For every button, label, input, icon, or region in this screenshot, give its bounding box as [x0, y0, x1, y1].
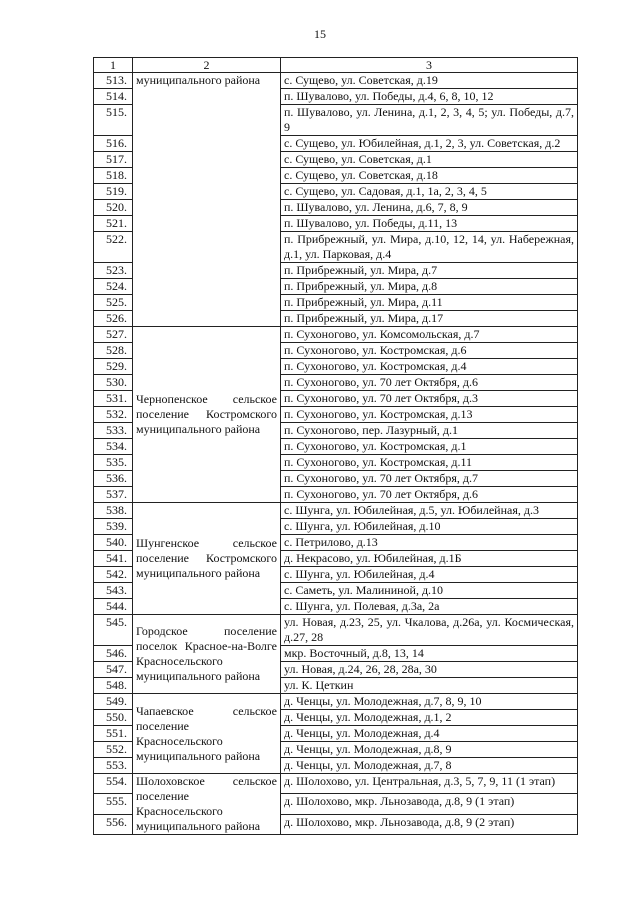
address-cell: п. Шувалово, ул. Победы, д.11, 13	[281, 216, 578, 232]
row-number: 538.	[94, 503, 133, 519]
address-cell: п. Сухоногово, ул. Комсомольская, д.7	[281, 327, 578, 343]
row-number: 522.	[94, 232, 133, 263]
address-cell: п. Сухоногово, ул. Костромская, д.6	[281, 343, 578, 359]
municipality-cell: Чапаевское сельское поселение Красносельского муниципального района	[133, 694, 281, 774]
row-number: 533.	[94, 423, 133, 439]
address-cell: д. Ченцы, ул. Молодежная, д.7, 8, 9, 10	[281, 694, 578, 710]
housing-table	[93, 57, 578, 835]
row-number: 553.	[94, 758, 133, 774]
row-number: 537.	[94, 487, 133, 503]
address-cell: п. Прибрежный, ул. Мира, д.17	[281, 311, 578, 327]
address-cell: п. Сухоногово, ул. Костромская, д.11	[281, 455, 578, 471]
address-cell: с. Шунга, ул. Юбилейная, д.5, ул. Юбилейная, д.3	[281, 503, 578, 519]
table-row	[94, 774, 578, 794]
row-number: 536.	[94, 471, 133, 487]
row-number: 548.	[94, 678, 133, 694]
address-cell: п. Шувалово, ул. Ленина, д.1, 2, 3, 4, 5; ул. Победы, д.7, 9	[281, 105, 578, 136]
address-cell: с. Шунга, ул. Юбилейная, д.10	[281, 519, 578, 535]
address-cell: п. Сухоногово, ул. 70 лет Октября, д.6	[281, 487, 578, 503]
address-cell: д. Шолохово, мкр. Льнозавода, д.8, 9 (1 этап)	[281, 794, 578, 814]
row-number: 549.	[94, 694, 133, 710]
address-cell: п. Сухоногово, ул. Костромская, д.13	[281, 407, 578, 423]
address-cell: п. Прибрежный, ул. Мира, д.8	[281, 279, 578, 295]
row-number: 535.	[94, 455, 133, 471]
address-cell: с. Шунга, ул. Юбилейная, д.4	[281, 567, 578, 583]
row-number: 544.	[94, 599, 133, 615]
address-cell: д. Ченцы, ул. Молодежная, д.7, 8	[281, 758, 578, 774]
row-number: 552.	[94, 742, 133, 758]
address-cell: п. Сухоногово, ул. 70 лет Октября, д.3	[281, 391, 578, 407]
row-number: 530.	[94, 375, 133, 391]
address-cell: с. Сущево, ул. Юбилейная, д.1, 2, 3, ул. Советская, д.2	[281, 136, 578, 152]
row-number: 547.	[94, 662, 133, 678]
municipality-cell: Шолоховское сельское поселение Красносельского муниципального района	[133, 774, 281, 835]
row-number: 550.	[94, 710, 133, 726]
address-cell: с. Петрилово, д.13	[281, 535, 578, 551]
row-number: 529.	[94, 359, 133, 375]
row-number: 546.	[94, 646, 133, 662]
address-cell: с. Шунга, ул. Полевая, д.3а, 2а	[281, 599, 578, 615]
row-number: 523.	[94, 263, 133, 279]
address-cell: д. Ченцы, ул. Молодежная, д.8, 9	[281, 742, 578, 758]
address-cell: п. Сухоногово, ул. Костромская, д.4	[281, 359, 578, 375]
table-row	[94, 615, 578, 646]
row-number: 513.	[94, 73, 133, 89]
address-cell: п. Сухоногово, ул. 70 лет Октября, д.6	[281, 375, 578, 391]
row-number: 525.	[94, 295, 133, 311]
row-number: 545.	[94, 615, 133, 646]
row-number: 551.	[94, 726, 133, 742]
row-number: 520.	[94, 200, 133, 216]
address-cell: ул. К. Цеткин	[281, 678, 578, 694]
row-number: 515.	[94, 105, 133, 136]
row-number: 524.	[94, 279, 133, 295]
address-cell: ул. Новая, д.24, 26, 28, 28а, 30	[281, 662, 578, 678]
table-row	[94, 73, 578, 89]
address-cell: с. Сущево, ул. Советская, д.1	[281, 152, 578, 168]
address-cell: д. Шолохово, мкр. Льнозавода, д.8, 9 (2 этап)	[281, 814, 578, 834]
row-number: 527.	[94, 327, 133, 343]
row-number: 542.	[94, 567, 133, 583]
municipality-cell: Городское поселение поселок Красное-на-Волге Красносельского муниципального района	[133, 615, 281, 694]
row-number: 521.	[94, 216, 133, 232]
address-cell: ул. Новая, д.23, 25, ул. Чкалова, д.26а, ул. Космическая, д.27, 28	[281, 615, 578, 646]
row-number: 517.	[94, 152, 133, 168]
row-number: 518.	[94, 168, 133, 184]
address-cell: д. Некрасово, ул. Юбилейная, д.1Б	[281, 551, 578, 567]
header-col-3: 3	[281, 58, 578, 73]
row-number: 526.	[94, 311, 133, 327]
address-cell: с. Саметь, ул. Малининой, д.10	[281, 583, 578, 599]
address-cell: с. Сущево, ул. Садовая, д.1, 1а, 2, 3, 4, 5	[281, 184, 578, 200]
address-cell: п. Шувалово, ул. Победы, д.4, 6, 8, 10, 12	[281, 89, 578, 105]
row-number: 519.	[94, 184, 133, 200]
address-cell: п. Сухоногово, ул. Костромская, д.1	[281, 439, 578, 455]
table-header	[94, 58, 578, 73]
row-number: 540.	[94, 535, 133, 551]
row-number: 539.	[94, 519, 133, 535]
row-number: 528.	[94, 343, 133, 359]
municipality-cell: муниципального района	[133, 73, 281, 327]
address-cell: п. Сухоногово, ул. 70 лет Октября, д.7	[281, 471, 578, 487]
page-number: 15	[314, 27, 326, 41]
table-body	[94, 73, 578, 835]
row-number: 541.	[94, 551, 133, 567]
header-row	[94, 58, 578, 73]
row-number: 516.	[94, 136, 133, 152]
address-cell: п. Шувалово, ул. Ленина, д.6, 7, 8, 9	[281, 200, 578, 216]
row-number: 555.	[94, 794, 133, 814]
address-cell: д. Шолохово, ул. Центральная, д.3, 5, 7, 9, 11 (1 этап)	[281, 774, 578, 794]
header-col-1: 1	[94, 58, 133, 73]
municipality-cell: Шунгенское сельское поселение Костромского муниципального района	[133, 503, 281, 615]
address-cell: п. Сухоногово, пер. Лазурный, д.1	[281, 423, 578, 439]
row-number: 556.	[94, 814, 133, 834]
row-number: 543.	[94, 583, 133, 599]
municipality-cell: Чернопенское сельское поселение Костромского муниципального района	[133, 327, 281, 503]
address-cell: с. Сущево, ул. Советская, д.18	[281, 168, 578, 184]
row-number: 531.	[94, 391, 133, 407]
table-row	[94, 694, 578, 710]
row-number: 534.	[94, 439, 133, 455]
address-cell: п. Прибрежный, ул. Мира, д.7	[281, 263, 578, 279]
address-cell: мкр. Восточный, д.8, 13, 14	[281, 646, 578, 662]
address-cell: п. Прибрежный, ул. Мира, д.10, 12, 14, ул. Набережная, д.1, ул. Парковая, д.4	[281, 232, 578, 263]
row-number: 554.	[94, 774, 133, 794]
row-number: 532.	[94, 407, 133, 423]
address-cell: д. Ченцы, ул. Молодежная, д.1, 2	[281, 710, 578, 726]
table-row	[94, 327, 578, 343]
address-cell: с. Сущево, ул. Советская, д.19	[281, 73, 578, 89]
address-cell: д. Ченцы, ул. Молодежная, д.4	[281, 726, 578, 742]
table-row	[94, 503, 578, 519]
row-number: 514.	[94, 89, 133, 105]
header-col-2: 2	[133, 58, 281, 73]
address-cell: п. Прибрежный, ул. Мира, д.11	[281, 295, 578, 311]
